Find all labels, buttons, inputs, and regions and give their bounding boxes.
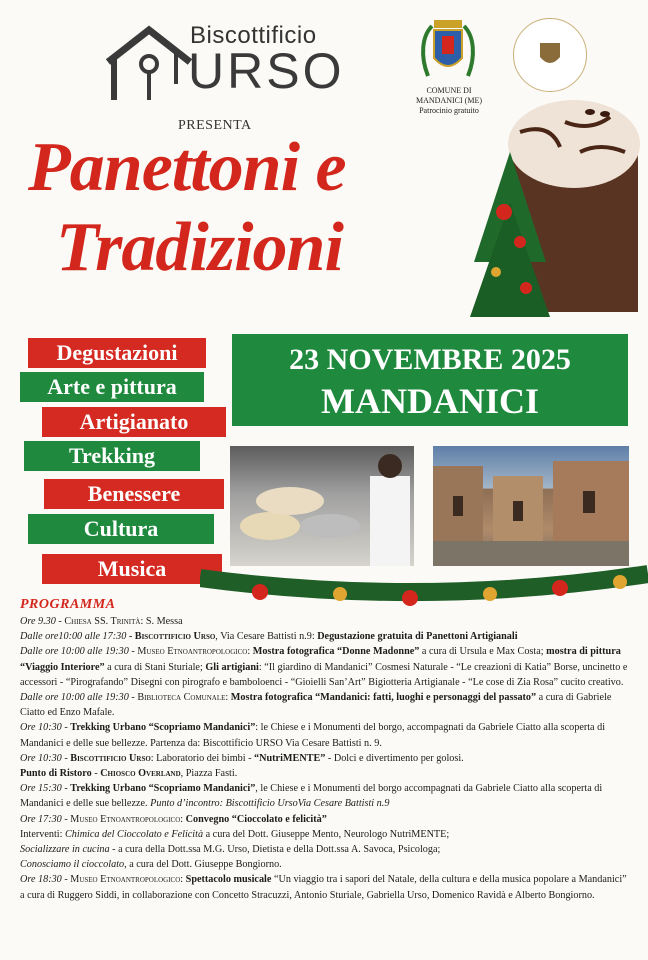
programma-list <box>20 614 632 903</box>
programma-item: Interventi: Chimica del Cioccolato e Felicità a cura del Dott. Giuseppe Mento, Neurologo NutriMENTE; <box>20 828 450 840</box>
tag-degustazioni: Degustazioni <box>28 338 206 368</box>
tag-cultura: Cultura <box>28 514 214 544</box>
programma-item: Ore 15:30 - Trekking Urbano “Scopriamo Mandanici”, le Chiese e i Monumenti del borgo accompagnati da Gabriele Ciatto alla scoperta di Mandanici e delle sue bellezze. Punto d’incontro: Biscottificio UrsoVia Cesare Battisti n.9 <box>20 783 603 810</box>
house-spoon-logo-icon <box>104 24 194 102</box>
event-location: MANDANICI <box>321 381 539 421</box>
brand-subtitle: Biscottificio <box>190 22 317 49</box>
programma-item: Conosciamo il cioccolato, a cura del Dott. Giuseppe Bongiorno. <box>20 859 282 871</box>
patrocinio-text: Patrocinio gratuito <box>419 106 479 115</box>
brand-name: URSO <box>188 43 345 99</box>
programma-item: Ore 9.30 - Chiesa SS. Trinità: S. Messa <box>20 616 183 627</box>
comune-name: COMUNE DI MANDANICI (ME) <box>416 86 482 105</box>
programma-item: Punto di Ristoro - Chiosco Overland, Piazza Fasti. <box>20 768 238 780</box>
programma-item: Ore 10:30 - Trekking Urbano “Scopriamo Mandanici”: le Chiese e i Monumenti del borgo, accompagnati da Gabriele Ciatto alla scoperta di Mandanici e delle sue bellezze. Partenza da: Biscottificio URSO Via Cesare Battisti n. 9. <box>20 722 606 749</box>
programma-item: Dalle ore 10:00 alle 19:30 - Museo Etnoantropologico: Mostra fotografica “Donne Madonne” a cura di Ursula e Max Costa; mostra di pittura “Viaggio Interiore” a cura di Stani Sturiale; Gli artigiani: “Il giardino di Mandanici” Cosmesi Naturale - “Le creazioni di Katia” Borse, uncinetto e accessori - “Pirografando” Disegni con pirografo e bamboloenci - “Gioielli San’Art” Bigiotteria Artigianale - “Le cose di Zia Rosa” cucito creativo. <box>20 646 628 688</box>
programma-item: Ore 17:30 - Museo Etnoantropologico: Convegno “Cioccolato e felicità” <box>20 813 327 825</box>
event-date-box <box>232 334 628 426</box>
tag-musica: Musica <box>42 554 222 584</box>
tag-trekking: Trekking <box>24 441 200 471</box>
tag-benessere: Benessere <box>44 479 224 509</box>
event-date: 23 NOVEMBRE 2025 <box>289 343 571 376</box>
programma-item: Ore 18:30 - Museo Etnoantropologico: Spettacolo musicale “Un viaggio tra i sapori del Natale, della cultura e della musica popolare a Mandanici” a cura di Ruggero Siddi, in collaborazione con Concetto Stracuzzi, Antonio Sturiale, Gabriella Urso, Domenico Ravidà e Alberto Bongiorno. <box>20 874 627 901</box>
programma-item: Dalle ore 10:00 alle 19:30 - Biblioteca Comunale: Mostra fotografica “Mandanici: fatti, luoghi e personaggi del passato” a cura di Gabriele Ciatto ed Enzo Mafale. <box>20 692 612 719</box>
main-title-line2: Tradizioni <box>56 209 343 286</box>
presenta-label: PRESENTA <box>178 118 252 133</box>
programma-item: Ore 10:30 - Biscottificio Urso: Laboratorio dei bimbi - “NutriMENTE” - Dolci e divertimento per golosi. <box>20 752 464 764</box>
tag-artigianato: Artigianato <box>42 407 226 437</box>
programma-item: Socializzare in cucina - a cura della Dott.ssa M.G. Urso, Dietista e della Dott.ssa A. Savoca, Psicologa; <box>20 844 441 856</box>
panettone-image <box>470 92 640 322</box>
programma-item: Dalle ore10:00 alle 17:30 - Biscottificio Urso, Via Cesare Battisti n.9: Degustazione gratuita di Panettoni Artigianali <box>20 631 518 643</box>
main-title-line1: Panettoni e <box>28 129 346 206</box>
seal-logo <box>513 18 587 92</box>
tag-arte-pittura: Arte e pittura <box>20 372 204 402</box>
programma-title: PROGRAMMA <box>20 597 116 612</box>
comune-crest-icon <box>418 16 478 86</box>
seal-emblem-icon <box>538 39 562 69</box>
christmas-garland-icon <box>200 548 648 612</box>
